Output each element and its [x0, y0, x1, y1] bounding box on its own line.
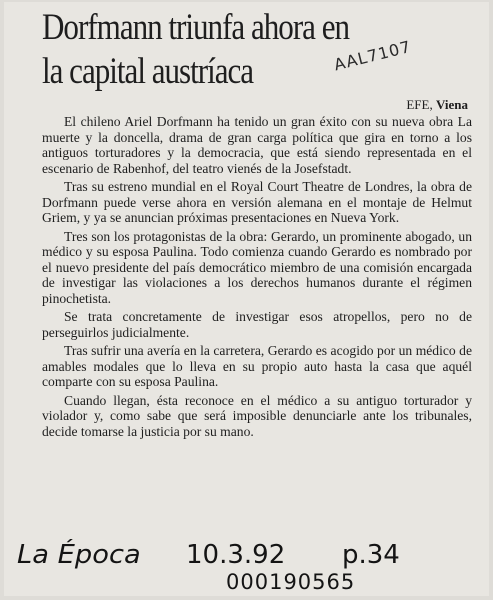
headline-line-2: la capital austríaca — [42, 51, 254, 92]
byline — [368, 97, 468, 113]
paragraph-3: Tres son los protagonistas de la obra: Gerardo, un prominente abogado, un médico y su esposa Paulina. Todo comienza cuando Gerardo es nombrado por el nuevo presidente del país democrático miembro de una comisión encargada de investigar las violaciones a los derechos humanos durante el régimen pinochetista. — [42, 228, 472, 306]
paragraph-4: Se trata concretamente de investigar esos atropellos, pero no de perseguirlos judicialmente. — [42, 309, 472, 340]
paragraph-6: Cuando llegan, ésta reconoce en el médico a su antiguo torturador y violador y, como sabe que será imposible denunciarle ante los tribunales, decide tomarse la justicia por su mano. — [42, 392, 472, 439]
headline — [42, 6, 378, 94]
paragraph-2: Tras su estreno mundial en el Royal Court Theatre de Londres, la obra de Dorfmann puede verse ahora en versión alemana en el montaje de Helmut Griem, y ya se anuncian próximas presentaciones en Nueva York. — [42, 179, 472, 225]
byline-city: Viena — [435, 97, 468, 112]
headline-line-1: Dorfmann triunfa ahora en — [42, 7, 350, 48]
byline-agency: EFE, — [406, 97, 433, 112]
handwritten-catalog-code: AAL7107 — [332, 36, 414, 75]
handwritten-source: La Época — [17, 540, 141, 570]
paragraph-1: El chileno Ariel Dorfmann ha tenido un gran éxito con su nueva obra La muerte y la doncella, drama de gran carga política que gira en torno a los antiguos torturadores y la democracia, que está siendo representada en el escenario de Rabenhof, del teatro vienés de la Josefstadt. — [42, 114, 472, 176]
article-body — [42, 114, 472, 439]
handwritten-page: p.34 — [342, 540, 400, 570]
handwritten-code: 000190565 — [226, 570, 356, 594]
paragraph-5: Tras sufrir una avería en la carretera, Gerardo es acogido por un médico de amables modales que lo lleva en su propio auto hasta la casa que aquél comparte con su esposa Paulina. — [42, 343, 472, 389]
handwritten-date: 10.3.92 — [186, 540, 286, 570]
